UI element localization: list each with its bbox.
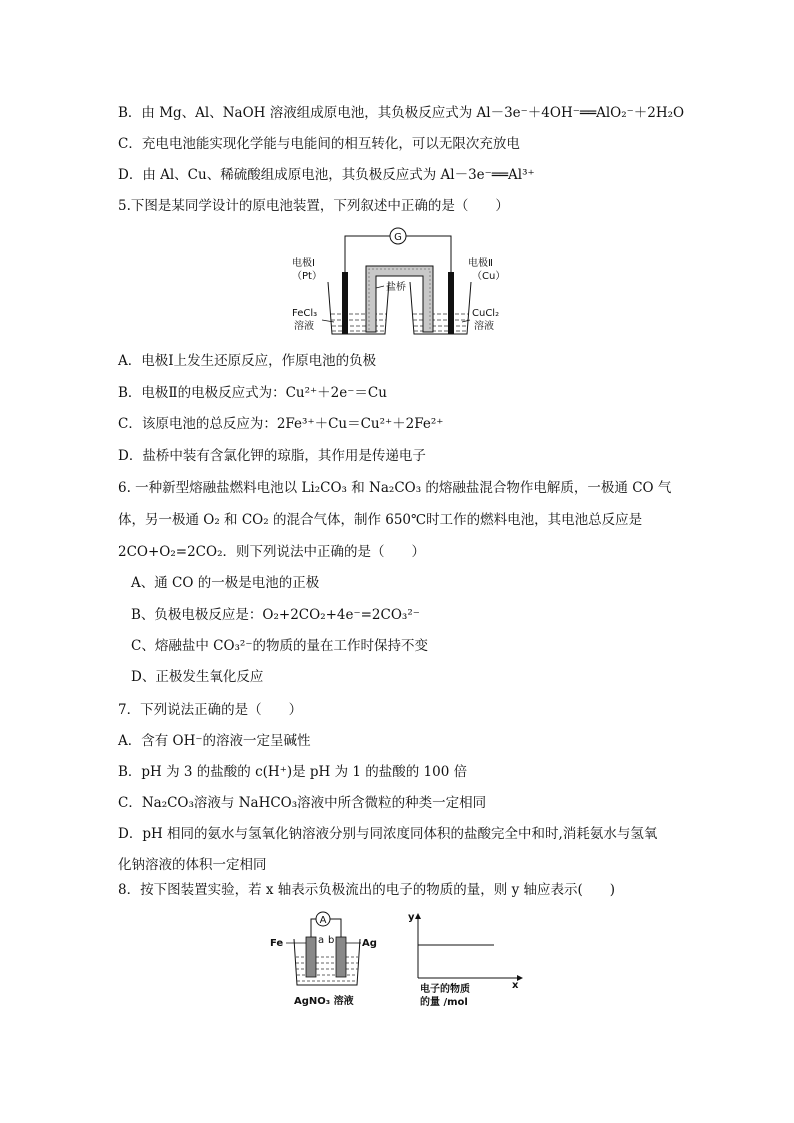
electrode-2-material: （Cu） <box>472 271 506 282</box>
right-solution-word: 溶液 <box>474 321 494 332</box>
q4-option-d: D．由 Al、Cu、稀硫酸组成原电池，其负极反应式为 Al－3e⁻══Al³⁺ <box>118 167 535 183</box>
x-axis-label: x <box>512 980 519 991</box>
electrode-1 <box>342 272 348 334</box>
q7-option-c: C．Na₂CO₃溶液与 NaHCO₃溶液中所含微粒的种类一定相同 <box>118 795 487 811</box>
q5-option-a: A．电极Ⅰ上发生还原反应，作原电池的负极 <box>118 353 377 369</box>
q5-option-d: D．盐桥中装有含氯化钾的琼脂，其作用是传递电子 <box>118 448 426 464</box>
q7-option-b: B．pH 为 3 的盐酸的 c(H⁺)是 pH 为 1 的盐酸的 100 倍 <box>118 764 468 780</box>
ag-label: Ag <box>362 938 377 949</box>
electrode-2 <box>448 272 454 334</box>
beaker <box>294 939 360 985</box>
electrode-1-material: （Pt） <box>292 271 322 282</box>
q6-stem-line-2: 体，另一极通 O₂ 和 CO₂ 的混合气体，制作 650℃时工作的燃料电池，其电池总反应是 <box>118 512 643 528</box>
ammeter-label: A <box>319 915 327 926</box>
q7-stem: 7．下列说法正确的是（ ） <box>118 702 303 718</box>
q7-option-d-line-1: D．pH 相同的氨水与氢氧化钠溶液分别与同浓度同体积的盐酸完全中和时,消耗氨水与氢氧 <box>118 826 658 842</box>
q8-electrolysis-figure <box>266 905 386 1010</box>
q6-option-c: C、熔融盐中 CO₃²⁻的物质的量在工作时保持不变 <box>131 638 428 654</box>
q6-option-a: A、通 CO 的一极是电池的正极 <box>131 575 320 591</box>
fe-label: Fe <box>270 938 284 949</box>
label-b: b <box>328 935 335 946</box>
q6-option-b: B、负极电极反应是：O₂+2CO₂+4e⁻=2CO₃²⁻ <box>131 607 420 623</box>
q5-stem: 5.下图是某同学设计的原电池装置，下列叙述中正确的是（ ） <box>118 198 509 214</box>
q5-option-c: C．该原电池的总反应为：2Fe³⁺＋Cu＝Cu²⁺＋2Fe²⁺ <box>118 416 444 432</box>
q4-option-b: B．由 Mg、Al、NaOH 溶液组成原电池，其负极反应式为 Al－3e⁻＋4OH⁻══AlO₂⁻＋2H₂O <box>118 105 685 121</box>
electrode-2-label: 电极Ⅱ <box>468 258 493 269</box>
ag-electrode <box>336 937 346 977</box>
left-solution-formula: FeCl₃ <box>292 308 318 319</box>
q7-option-d-line-2: 化钠溶液的体积一定相同 <box>118 857 267 873</box>
x-axis-caption-line-1: 电子的物质 <box>420 984 470 995</box>
solution-label: AgNO₃ 溶液 <box>294 996 354 1007</box>
label-a: a <box>318 935 325 946</box>
x-axis-caption-line-2: 的量 /mol <box>420 997 468 1008</box>
salt-bridge <box>366 266 433 332</box>
left-solution-word: 溶液 <box>294 321 314 332</box>
q8-graph <box>400 908 535 1008</box>
salt-bridge-label: 盐桥 <box>386 282 406 293</box>
electrode-1-label: 电极Ⅰ <box>292 258 315 269</box>
q6-option-d: D、正极发生氧化反应 <box>131 669 264 685</box>
galvanometer-label: G <box>394 232 402 243</box>
right-solution-formula: CuCl₂ <box>472 308 500 319</box>
fe-electrode <box>306 937 316 977</box>
q6-stem-line-1: 6. 一种新型熔融盐燃料电池以 Li₂CO₃ 和 Na₂CO₃ 的熔融盐混合物作电解质，一极通 CO 气 <box>118 480 672 496</box>
q5-galvanic-cell-figure <box>280 222 520 342</box>
q6-stem-line-3: 2CO+O₂=2CO₂．则下列说法中正确的是（ ） <box>118 544 425 560</box>
y-axis-label: y <box>408 912 415 923</box>
q5-option-b: B．电极Ⅱ的电极反应式为：Cu²⁺＋2e⁻＝Cu <box>118 385 387 401</box>
q7-option-a: A．含有 OH⁻的溶液一定呈碱性 <box>118 733 311 749</box>
q8-stem: 8．按下图装置实验，若 x 轴表示负极流出的电子的物质的量，则 y 轴应表示( ) <box>118 882 616 898</box>
q4-option-c: C．充电电池能实现化学能与电能间的相互转化，可以无限次充放电 <box>118 136 520 152</box>
